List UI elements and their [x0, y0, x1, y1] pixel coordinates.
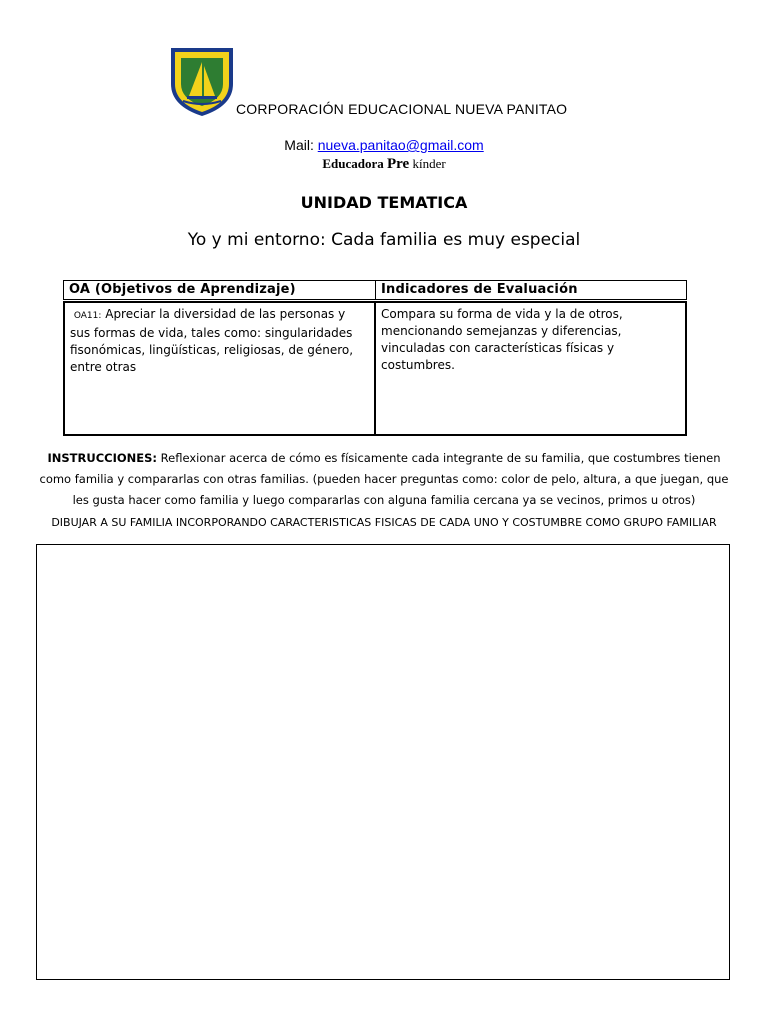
objective-code: OA11:	[73, 311, 102, 321]
mail-line	[0, 137, 768, 153]
indicators-header: Indicadores de Evaluación	[375, 280, 687, 300]
indicators-cell	[374, 301, 687, 436]
unit-subtitle: Yo y mi entorno: Cada familia es muy especial	[187, 230, 581, 250]
indicator-text: Compara su forma de vida y la de otros, mencionando semejanzas y diferencias, vinculadas con características físicas y costumbres.	[381, 307, 623, 372]
educator-prefix: Educadora	[322, 156, 384, 171]
school-crest-logo	[167, 44, 237, 118]
drawing-instruction: DIBUJAR A SU FAMILIA INCORPORANDO CARACTERISTICAS FISICAS DE CADA UNO Y COSTUMBRE COMO GRUPO FAMILIAR	[51, 516, 717, 529]
instructions-label: INSTRUCCIONES:	[47, 451, 158, 465]
objectives-header: OA (Objetivos de Aprendizaje)	[63, 280, 376, 300]
educator-line	[0, 156, 768, 173]
objectives-table	[63, 280, 687, 436]
unit-title: UNIDAD TEMATICA	[300, 193, 468, 212]
objectives-cell	[63, 301, 376, 436]
instructions	[32, 448, 736, 511]
organization-name: CORPORACIÓN EDUCACIONAL NUEVA PANITAO	[236, 101, 568, 117]
instructions-text: Reflexionar acerca de cómo es físicamente cada integrante de su familia, que costumbres tienen como familia y compararlas con otras familias. (pueden hacer preguntas como: color de pelo, altura, a que juegan, que les gusta hacer como familia y luego compararlas con alguna familia cercana ya se vecinos, primos u otros)	[39, 451, 729, 507]
mail-label: Mail:	[284, 137, 314, 153]
drawing-area[interactable]	[36, 544, 730, 980]
educator-level: Pre	[386, 156, 410, 172]
educator-suffix: kínder	[412, 156, 446, 171]
objective-text: Apreciar la diversidad de las personas y sus formas de vida, tales como: singularidades fisonómicas, lingüísticas, religiosas, de género, entre otras	[70, 307, 354, 374]
mail-link[interactable]: nueva.panitao@gmail.com	[317, 137, 484, 153]
